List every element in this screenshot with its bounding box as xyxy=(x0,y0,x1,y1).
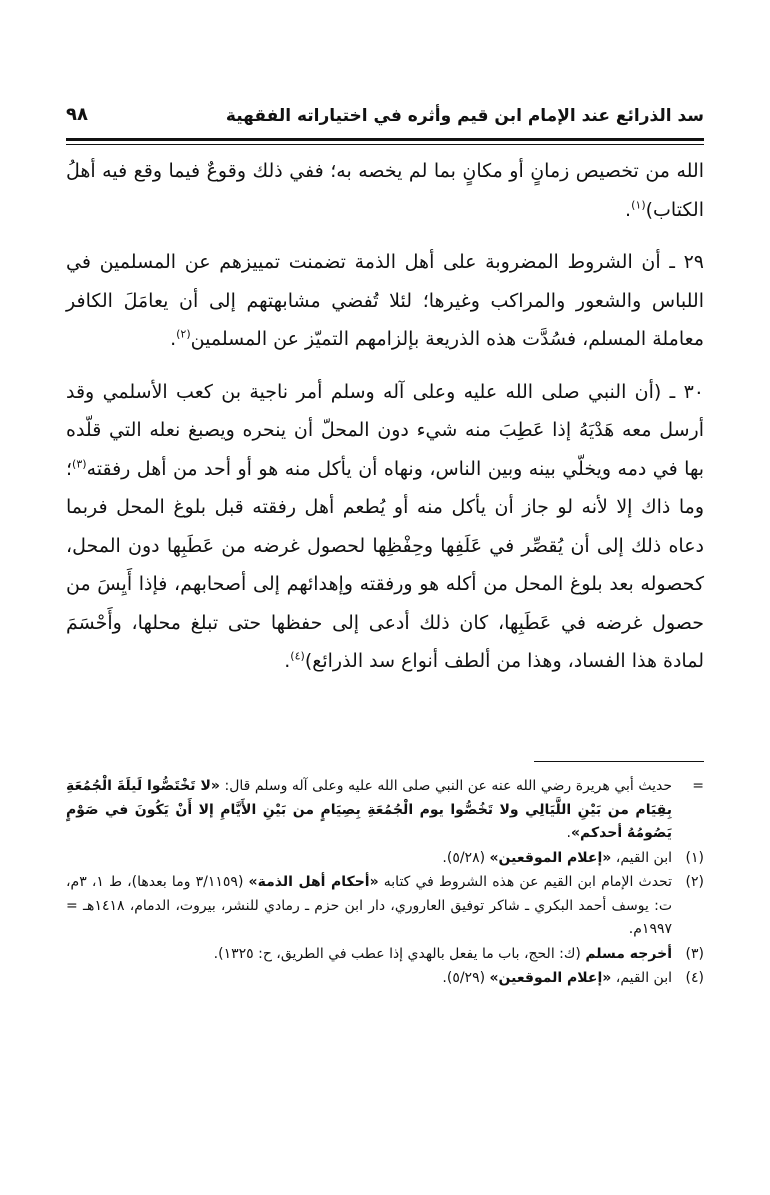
footnote-separator xyxy=(534,761,704,762)
footnote-2-book-title: «أحكام أهل الذمة» xyxy=(248,874,379,890)
paragraph-29 xyxy=(66,243,704,359)
paragraph-30-end: . xyxy=(284,650,291,672)
footnote-continuation-text-a: حديث أبي هريرة رضي الله عنه عن النبي صلى الله عليه وعلى آله وسلم قال: xyxy=(219,778,673,794)
paragraph-29-end: . xyxy=(170,328,177,350)
footnote-1 xyxy=(66,847,704,871)
footnote-4-book-title: «إعلام الموقعين» xyxy=(489,970,612,986)
running-header xyxy=(66,104,704,140)
footnote-1-text-c: (٥/٢٨). xyxy=(442,849,490,866)
footnote-2 xyxy=(66,871,704,942)
paragraph-1-text: الله من تخصيص زمانٍ أو مكانٍ بما لم يخصه به؛ ففي ذلك وقوعٌ فيما وقع فيه أهلُ الكتاب) xyxy=(66,160,704,221)
footnote-continuation-marker: = xyxy=(692,778,704,794)
header-rule-thin xyxy=(66,144,704,145)
paragraph-30-text-a: ٣٠ ـ (أن النبي صلى الله عليه وعلى آله وسلم أمر ناجية بن كعب الأسلمي وقد أرسل معه هَدْيَهُ إذا عَطِبَ منه شيء دون المحلّ أن ينحره ويصبغ نعله التي قلّده بها في دمه ويخلّي بينه وبين الناس، ونهاه أن يأكل منه هو أو أحد من أهل رفقته xyxy=(66,380,704,480)
footnote-ref-1: (١) xyxy=(631,198,646,212)
footnote-ref-3: (٣) xyxy=(72,457,87,471)
footnote-3 xyxy=(66,943,704,967)
footnote-2-number: (٢) xyxy=(685,874,704,890)
footnote-2-text-c: (٣/١١٥٩ وما بعدها)، ط ١، ٣م، ت: يوسف أحمد البكري ـ شاكر توفيق العاروري، دار ابن حزم ـ رمادي للنشر، بيروت، الدمام، ١٤١٨هـ = ١٩٩٧م. xyxy=(66,874,672,937)
footnotes xyxy=(66,775,704,991)
footnote-4-text-c: (٥/٢٩). xyxy=(442,970,490,986)
footnote-1-text-a: ابن القيم، xyxy=(611,849,672,866)
paragraph-1-end: . xyxy=(625,198,632,221)
header-title: سد الذرائع عند الإمام ابن قيم وأثره في اختياراته الفقهية xyxy=(225,106,704,126)
paragraph-29-text: ٢٩ ـ أن الشروط المضروبة على أهل الذمة تضمنت تمييزهم عن المسلمين في اللباس والشعور والمراكب وغيرها؛ لئلا تُفضي مشابهتهم إلى أن يعامَلَ الكافر معاملة المسلم، فسُدَّت هذه الذريعة بإلزامهم التميّز عن المسلمين xyxy=(66,251,704,350)
page-number: ٩٨ xyxy=(66,104,88,125)
footnote-4 xyxy=(66,967,704,991)
footnote-1-number: (١) xyxy=(685,849,704,866)
footnote-1-book-title: «إعلام الموقعين» xyxy=(489,849,612,866)
footnote-3-text-a: أخرجه مسلم xyxy=(585,945,672,962)
footnote-3-number: (٣) xyxy=(685,945,704,962)
footnote-4-text-a: ابن القيم، xyxy=(611,970,672,986)
footnote-3-text-b: (ك: الحج، باب ما يفعل بالهدي إذا عطب في الطريق، ح: ١٣٢٥). xyxy=(213,945,586,962)
footnote-4-number: (٤) xyxy=(685,970,704,986)
paragraph-1 xyxy=(66,152,704,229)
footnote-continuation-text-c: . xyxy=(566,825,571,841)
footnote-continuation-hadith: «لا تَخْتَصُّوا لَيلَةَ الْجُمُعَةِ بِقِيَام من بَيْنِ اللَّيَالِي ولا تَخُصُّوا يوم الْجُمُعَةِ بِصِيَامٍ من بَيْنِ الأَيَّامِ إلا أَنْ يَكُونَ في صَوْمٍ يَصُومُهُ أحدكم» xyxy=(66,778,672,841)
footnote-2-text-a: تحدث الإمام ابن القيم عن هذه الشروط في كتابه xyxy=(378,874,672,890)
footnote-ref-2: (٢) xyxy=(176,327,191,341)
footnote-continuation xyxy=(66,775,704,846)
paragraph-30-text-b: ؛ وما ذاك إلا لأنه لو جاز أن يأكل منه أو يُطعم أهل رفقته قبل بلوغ المحل فربما دعاه ذلك إلى أن يُقصِّر في عَلَفِها وحِفْظِها لحصول غرضه من عَطَبِها دون المحل، كحصوله بعد بلوغ المحل من أكله هو ورفقته وإهدائهم إلى أصحابهم، فإذا أَيِسَ من حصول غرضه في عَطَبِها، كان ذلك أدعى إلى حفظها حتى تبلغ محلها، وأَحْسَمَ لمادة هذا الفساد، وهذا من ألطف أنواع سد الذرائع) xyxy=(66,457,704,672)
main-text xyxy=(66,152,704,681)
paragraph-30 xyxy=(66,373,704,681)
header-rule-thick xyxy=(66,138,704,141)
footnote-ref-4: (٤) xyxy=(290,649,305,663)
